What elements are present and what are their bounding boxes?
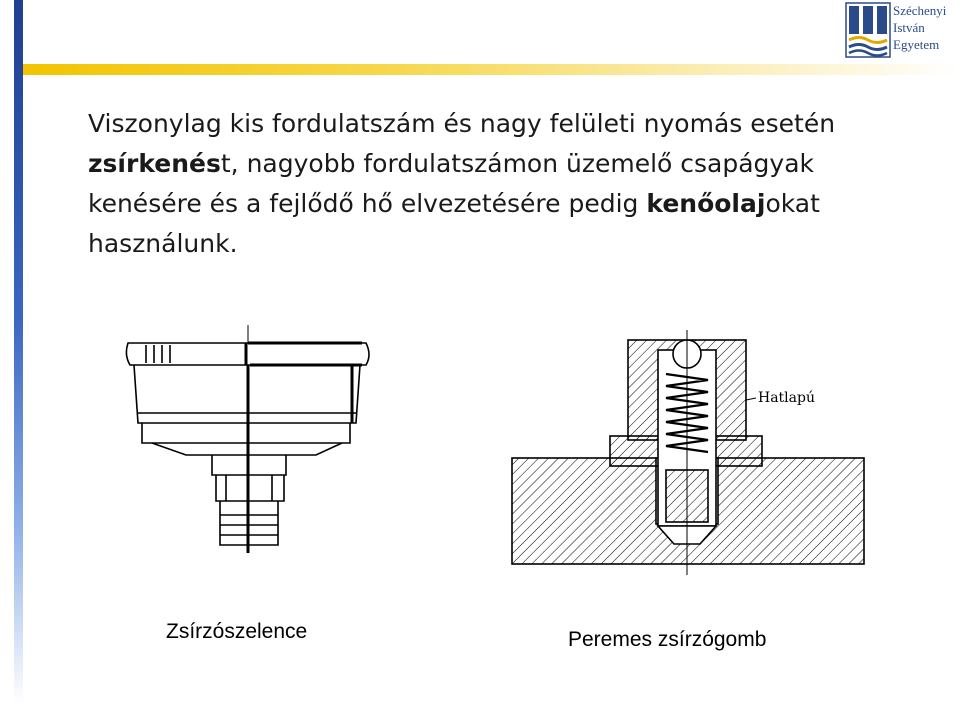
left-accent-bar (14, 0, 23, 704)
hex-label: Hatlapú (758, 390, 815, 406)
logo-line-1: Széchenyi (893, 3, 947, 18)
text-segment-2: t, nagyobb fordulatszámon üzemelő csapágyak kenésére és a fejlődő hő elvezetésére pedig (88, 149, 815, 218)
logo-line-3: Egyetem (893, 37, 940, 52)
text-segment-1: Viszonylag kis fordulatszám és nagy felületi nyomás esetén (88, 109, 836, 138)
bold-term-oil: kenőolaj (646, 189, 766, 218)
text-segment-3: okat használunk. (88, 189, 820, 258)
logo-emblem-icon (845, 2, 891, 58)
logo-line-2: István (893, 20, 925, 35)
university-logo (845, 2, 957, 60)
grease-cup-drawing (116, 325, 376, 563)
body-paragraph (88, 104, 928, 264)
bold-term-grease: zsírkenés (88, 149, 221, 178)
top-accent-bar (23, 64, 960, 75)
grease-nipple-drawing (508, 330, 868, 575)
left-figure-caption: Zsírzószelence (166, 620, 308, 643)
right-figure-caption: Peremes zsírzógomb (568, 628, 767, 651)
logo-text (893, 2, 946, 53)
